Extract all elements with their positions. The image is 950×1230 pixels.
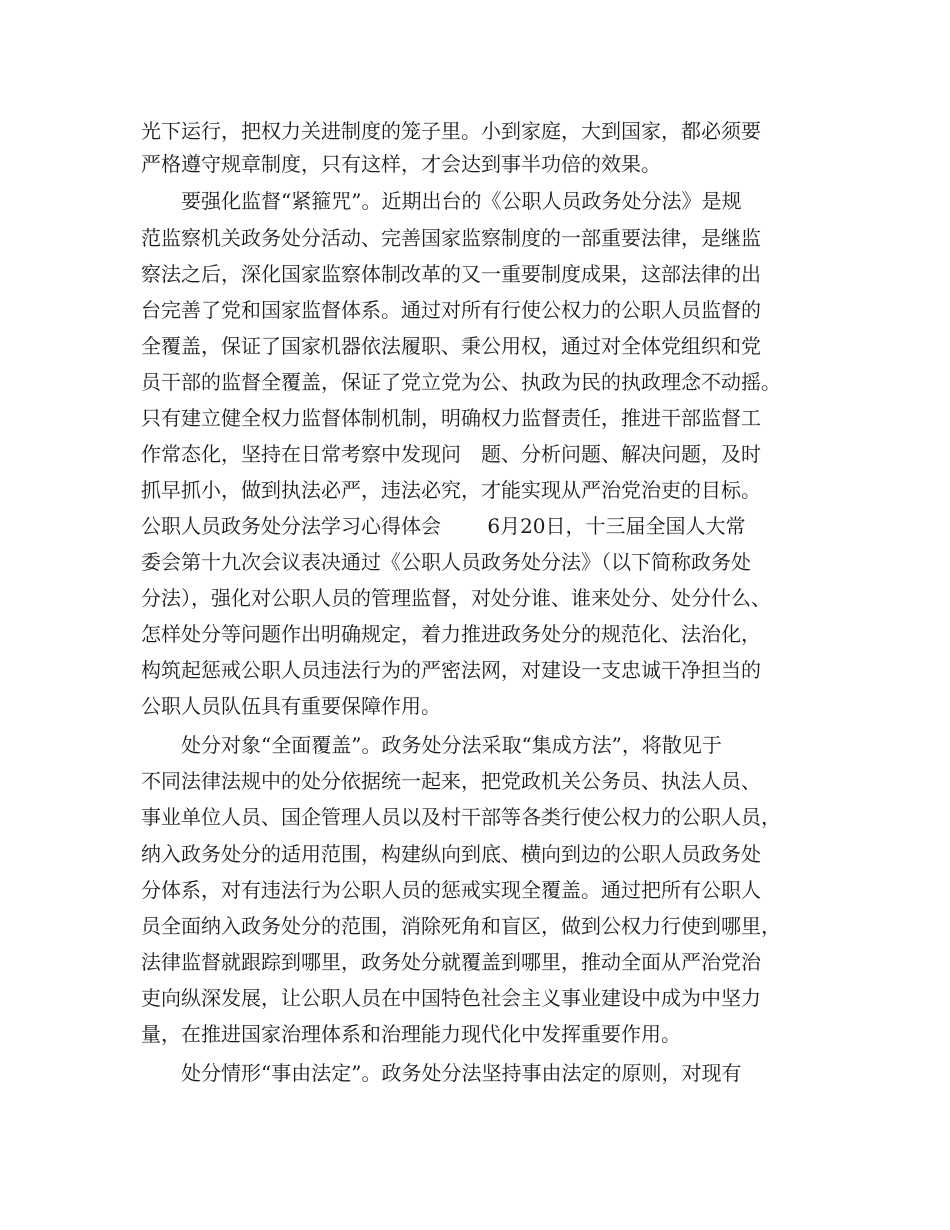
text-line: 员干部的监督全覆盖，保证了党立党为公、执政为民的执政理念不动摇。	[141, 370, 781, 394]
text-line: 分法），强化对公职人员的管理监督，对处分谁、谁来处分、处分什么、	[141, 586, 771, 610]
text-line: 严格遵守规章制度，只有这样，才会达到事半功倍的效果。	[141, 152, 661, 176]
text-line: 量，在推进国家治理体系和治理能力现代化中发挥重要作用。	[141, 1022, 681, 1046]
text-line: 公职人员政务处分法学习心得体会 6月20日，十三届全国人大常	[141, 514, 746, 538]
text-line: 员全面纳入政务处分的范围，消除死角和盲区，做到公权力行使到哪里，	[141, 914, 781, 938]
text-line: 光下运行，把权力关进制度的笼子里。小到家庭，大到国家，都必须要	[141, 119, 761, 143]
text-line: 范监察机关政务处分活动、完善国家监察制度的一部重要法律，是继监	[141, 226, 761, 250]
text-line: 全覆盖，保证了国家机器依法履职、秉公用权，通过对全体党组织和党	[141, 334, 761, 358]
text-line: 处分情形“事由法定”。政务处分法坚持事由法定的原则，对现有	[141, 1061, 742, 1085]
text-line: 处分对象“全面覆盖”。政务处分法采取“集成方法”，将散见于	[141, 733, 722, 757]
text-line: 吏向纵深发展，让公职人员在中国特色社会主义事业建设中成为中坚力	[141, 986, 761, 1010]
text-line: 法律监督就跟踪到哪里，政务处分就覆盖到哪里，推动全面从严治党治	[141, 950, 761, 974]
text-line: 作常态化，坚持在日常考察中发现问 题、分析问题、解决问题，及时	[141, 442, 761, 466]
text-line: 不同法律法规中的处分依据统一起来，把党政机关公务员、执法人员、	[141, 769, 761, 793]
text-line: 公职人员队伍具有重要保障作用。	[141, 694, 441, 718]
text-line: 台完善了党和国家监督体系。通过对所有行使公权力的公职人员监督的	[141, 298, 761, 322]
text-line: 抓早抓小，做到执法必严，违法必究，才能实现从严治党治吏的目标。	[141, 478, 761, 502]
text-line: 委会第十九次会议表决通过《公职人员政务处分法》（以下简称政务处	[141, 550, 751, 574]
text-line: 分体系，对有违法行为公职人员的惩戒实现全覆盖。通过把所有公职人	[141, 878, 761, 902]
text-line: 只有建立健全权力监督体制机制，明确权力监督责任，推进干部监督工	[141, 406, 761, 430]
text-line: 察法之后，深化国家监察体制改革的又一重要制度成果，这部法律的出	[141, 262, 761, 286]
text-line: 要强化监督“紧箍咒”。近期出台的《公职人员政务处分法》是规	[141, 189, 742, 213]
text-line: 纳入政务处分的适用范围，构建纵向到底、横向到边的公职人员政务处	[141, 842, 761, 866]
text-line: 事业单位人员、国企管理人员以及村干部等各类行使公权力的公职人员，	[141, 805, 781, 829]
text-line: 构筑起惩戒公职人员违法行为的严密法网，对建设一支忠诚干净担当的	[141, 658, 761, 682]
text-line: 怎样处分等问题作出明确规定，着力推进政务处分的规范化、法治化，	[141, 622, 761, 646]
